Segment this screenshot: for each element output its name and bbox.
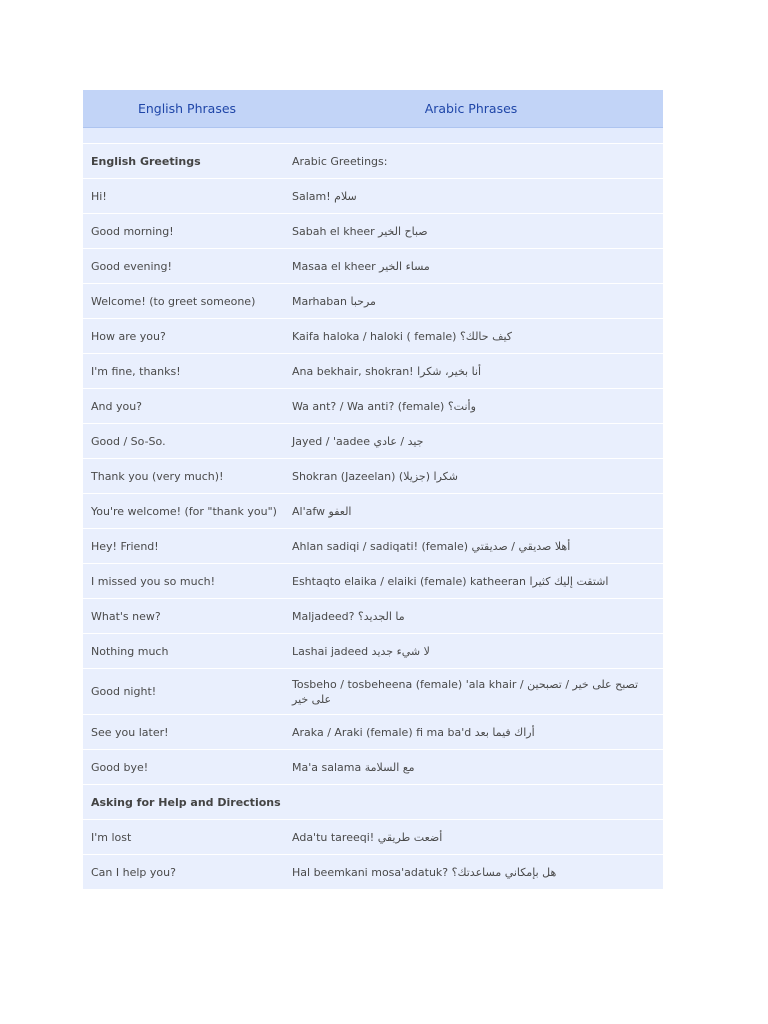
english-phrase-cell: I'm fine, thanks! (91, 364, 181, 378)
english-phrase-cell: Good morning! (91, 224, 174, 238)
english-phrase-cell: I missed you so much! (91, 574, 216, 588)
english-phrases-header: English Phrases (137, 101, 237, 116)
table-row (83, 494, 663, 529)
english-phrase-cell: And you? (91, 399, 143, 413)
table-body (83, 144, 663, 890)
table-row (83, 669, 663, 715)
arabic-phrase-cell: Kaifa haloka / haloki ( female) كيف حالك؟ (292, 329, 513, 343)
arabic-phrase-cell: Tosbeho / tosbeheena (female) 'ala khair / تصبح على خير / تصبحين على خير (292, 677, 639, 706)
arabic-phrase-cell: Masaa el kheer مساء الخير (292, 259, 430, 273)
table-row (83, 820, 663, 855)
table-row (83, 855, 663, 890)
english-phrase-cell: Asking for Help and Directions (91, 795, 281, 809)
english-phrase-cell: Good evening! (91, 259, 172, 273)
table-row (83, 284, 663, 319)
table-row (83, 529, 663, 564)
english-phrase-cell: Can I help you? (91, 865, 176, 879)
english-phrase-cell: How are you? (91, 329, 166, 343)
arabic-phrase-cell: Marhaban مرحبا (292, 294, 376, 308)
table-row (83, 750, 663, 785)
table-row (83, 634, 663, 669)
phrase-table (83, 90, 663, 890)
arabic-phrase-cell: Wa ant? / Wa anti? (female) وأنت؟ (292, 399, 476, 413)
arabic-phrase-cell: Jayed / 'aadee جيد / عادي (292, 434, 424, 448)
table-row (83, 564, 663, 599)
table-row (83, 354, 663, 389)
spacer-row (83, 128, 663, 144)
table-row (83, 599, 663, 634)
arabic-phrases-header: Arabic Phrases (424, 101, 518, 116)
arabic-phrase-cell: Sabah el kheer صباح الخير (292, 224, 428, 238)
english-phrase-cell: Welcome! (to greet someone) (91, 294, 256, 308)
english-phrase-cell: Hi! (91, 189, 107, 203)
arabic-phrase-cell: Eshtaqto elaika / elaiki (female) katheeran اشتقت إليك كثيرا (292, 574, 609, 588)
arabic-phrase-cell: Ma'a salama مع السلامة (292, 760, 415, 774)
table-row (83, 389, 663, 424)
section-row (83, 144, 663, 179)
arabic-phrase-cell: Ahlan sadiqi / sadiqati! (female) أهلا صديقي / صديقتي (292, 539, 571, 553)
english-phrase-cell: English Greetings (91, 154, 201, 168)
table-row (83, 249, 663, 284)
table-row (83, 424, 663, 459)
arabic-phrase-cell: Lashai jadeed لا شيء جديد (292, 644, 430, 658)
arabic-phrase-cell: Shokran (Jazeelan) (شكرا (جزيلا (292, 469, 458, 483)
english-phrase-cell: See you later! (91, 725, 169, 739)
arabic-phrase-cell: Hal beemkani mosa'adatuk? هل بإمكاني مساعدتك؟ (292, 865, 557, 879)
english-phrase-cell: Good night! (91, 685, 157, 698)
english-phrase-cell: Hey! Friend! (91, 539, 159, 553)
arabic-phrase-cell: Al'afw العفو (292, 504, 352, 518)
table-row (83, 459, 663, 494)
english-phrase-cell: I'm lost (91, 830, 132, 844)
table-row (83, 319, 663, 354)
arabic-phrase-cell: Araka / Araki (female) fi ma ba'd أراك فيما بعد (292, 725, 535, 739)
table-row (83, 715, 663, 750)
english-phrase-cell: Nothing much (91, 644, 169, 658)
arabic-phrase-cell: Ada'tu tareeqi! أضعت طريقي (292, 830, 443, 844)
table-header (83, 90, 663, 128)
english-phrase-cell: Good / So-So. (91, 434, 166, 448)
arabic-phrase-cell: Maljadeed? ما الجديد؟ (292, 609, 405, 623)
table-row (83, 179, 663, 214)
english-phrase-cell: You're welcome! (for "thank you") (91, 504, 277, 518)
arabic-phrase-cell: Salam! سلام (292, 189, 357, 203)
english-phrase-cell: Thank you (very much)! (91, 469, 224, 483)
section-row (83, 785, 663, 820)
english-phrase-cell: What's new? (91, 609, 161, 623)
english-phrase-cell: Good bye! (91, 760, 149, 774)
arabic-phrase-cell: Ana bekhair, shokran! أنا بخير، شكرا (292, 364, 482, 378)
arabic-phrase-cell: Arabic Greetings: (292, 154, 388, 168)
table-row (83, 214, 663, 249)
